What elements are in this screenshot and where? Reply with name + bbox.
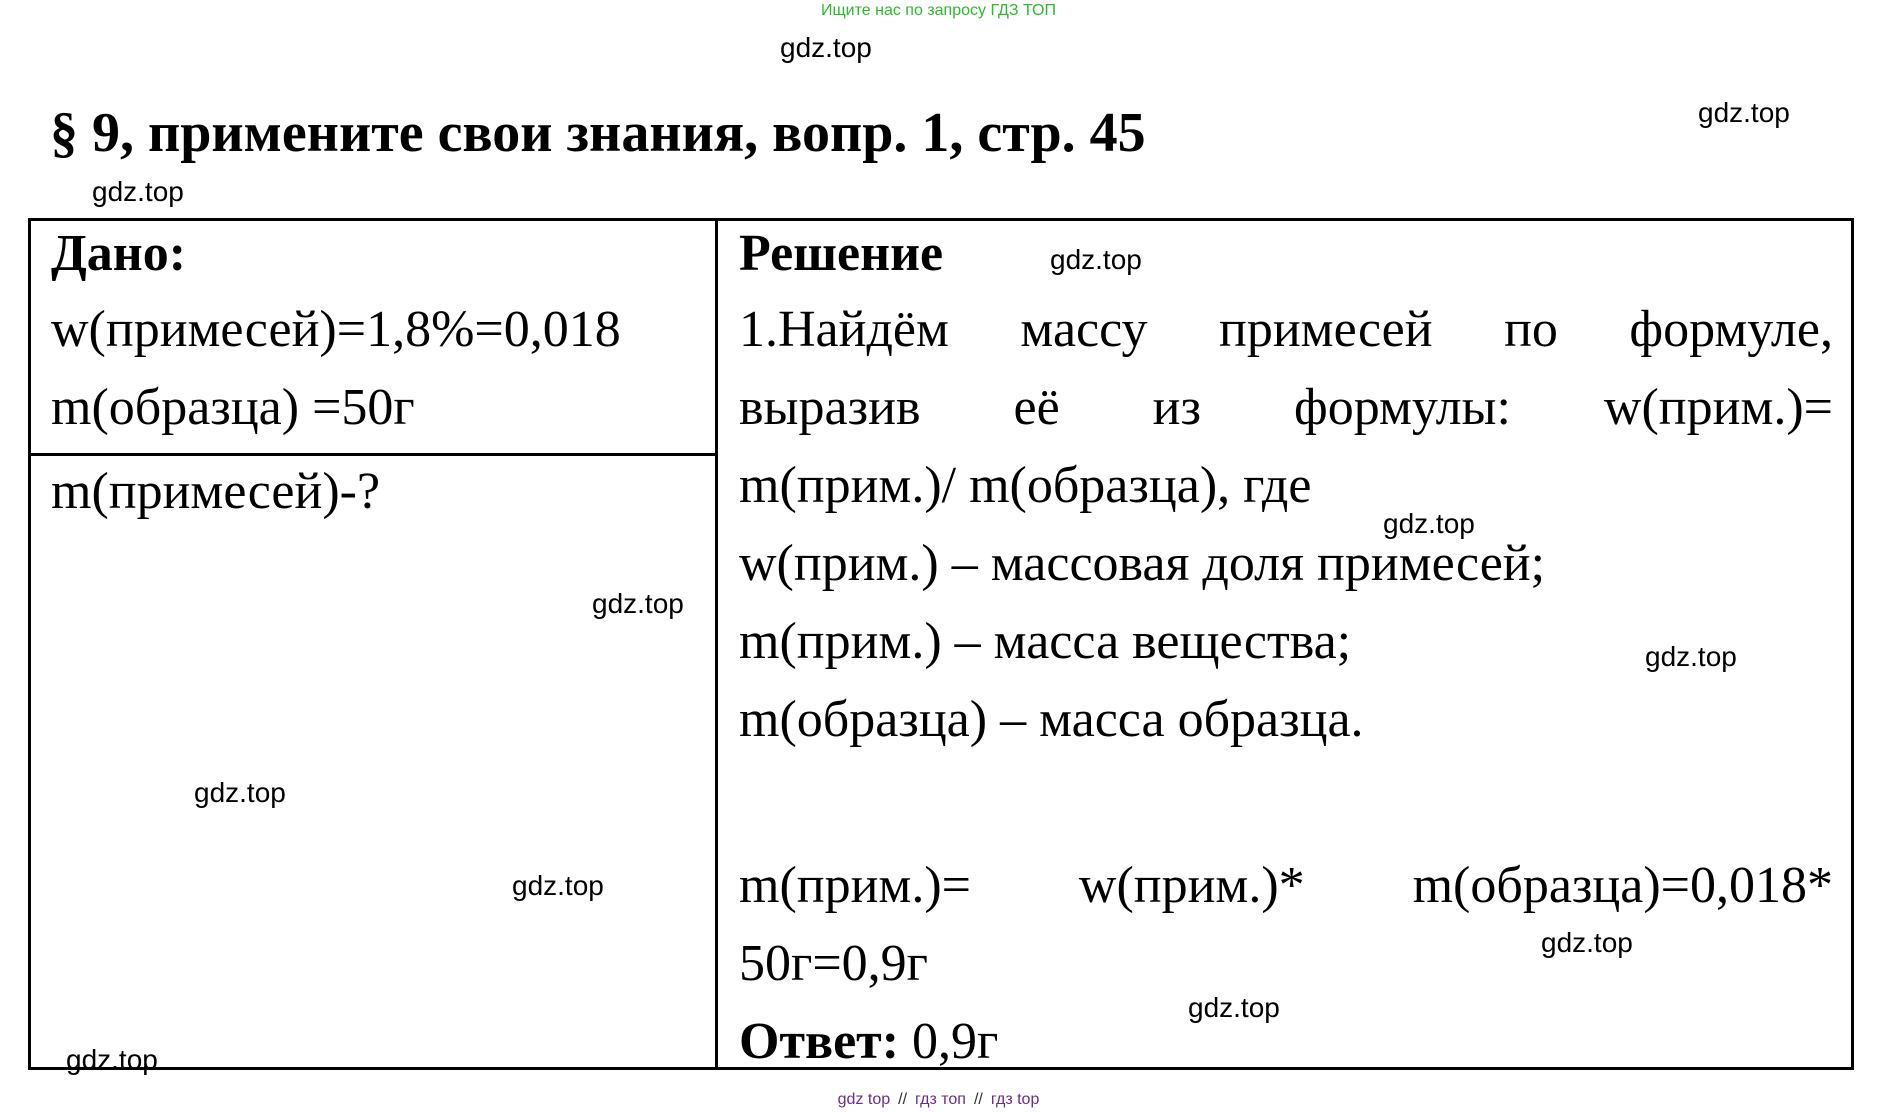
calculation-line-1 (739, 847, 1833, 925)
watermark: gdz.top (66, 1044, 158, 1075)
answer-value: 0,9г (899, 1013, 999, 1070)
footer-separator: // (898, 1091, 908, 1108)
solution-line-3: m(прим.)/ m(образца), где (739, 457, 1312, 514)
given-impurity-fraction: w(примесей)=1,8%=0,018 (51, 301, 621, 358)
solution-step-1 (739, 291, 1833, 369)
watermark: gdz.top (1541, 927, 1633, 958)
watermark: gdz.top (1188, 992, 1280, 1023)
given-sample-mass: m(образца) =50г (51, 379, 415, 436)
watermark: gdz.top (92, 176, 184, 207)
page-title: § 9, примените свои знания, вопр. 1, стр. 45 (50, 102, 1146, 164)
solution-line-4: w(прим.) – массовая доля примесей; (739, 535, 1546, 592)
footer-link[interactable]: гдз топ (915, 1091, 966, 1108)
watermark: gdz.top (512, 870, 604, 901)
word: массу (1020, 301, 1148, 358)
word: 1.Найдём (739, 301, 949, 358)
word: m(образца)=0,018* (1412, 857, 1833, 914)
solution-line-5: m(прим.) – масса вещества; (739, 613, 1352, 670)
top-banner[interactable]: Ищите нас по запросу ГДЗ ТОП (821, 2, 1056, 19)
word: w(прим.)* (1078, 857, 1305, 914)
footer-link[interactable]: гдз top (990, 1091, 1040, 1108)
word: примесей (1219, 301, 1433, 358)
word: по (1504, 301, 1558, 358)
watermark: gdz.top (1645, 641, 1737, 672)
word: из (1152, 379, 1202, 436)
watermark: gdz.top (1698, 97, 1790, 128)
word: формулы: (1294, 379, 1511, 436)
solution-line-6: m(образца) – масса образца. (739, 691, 1364, 748)
word: формуле, (1629, 301, 1833, 358)
word: m(прим.)= (739, 857, 971, 914)
column-divider (715, 221, 718, 1067)
watermark: gdz.top (780, 32, 872, 63)
watermark: gdz.top (592, 588, 684, 619)
answer-label: Ответ: (739, 1013, 900, 1070)
given-header: Дано: (51, 225, 187, 282)
calculation-line-2: 50г=0,9г (739, 935, 928, 992)
find-impurity-mass: m(примесей)-? (51, 463, 381, 520)
word: w(прим.)= (1603, 379, 1833, 436)
word: выразив (739, 379, 921, 436)
watermark: gdz.top (194, 777, 286, 808)
solution-header: Решение (739, 225, 944, 282)
footer-separator: // (973, 1091, 983, 1108)
answer (739, 1003, 998, 1081)
word: её (1013, 379, 1060, 436)
watermark: gdz.top (1383, 508, 1475, 539)
watermark: gdz.top (1050, 244, 1142, 275)
footer-link[interactable]: gdz top (837, 1091, 891, 1108)
solution-line-2 (739, 369, 1833, 447)
footer-links (0, 1090, 1877, 1110)
